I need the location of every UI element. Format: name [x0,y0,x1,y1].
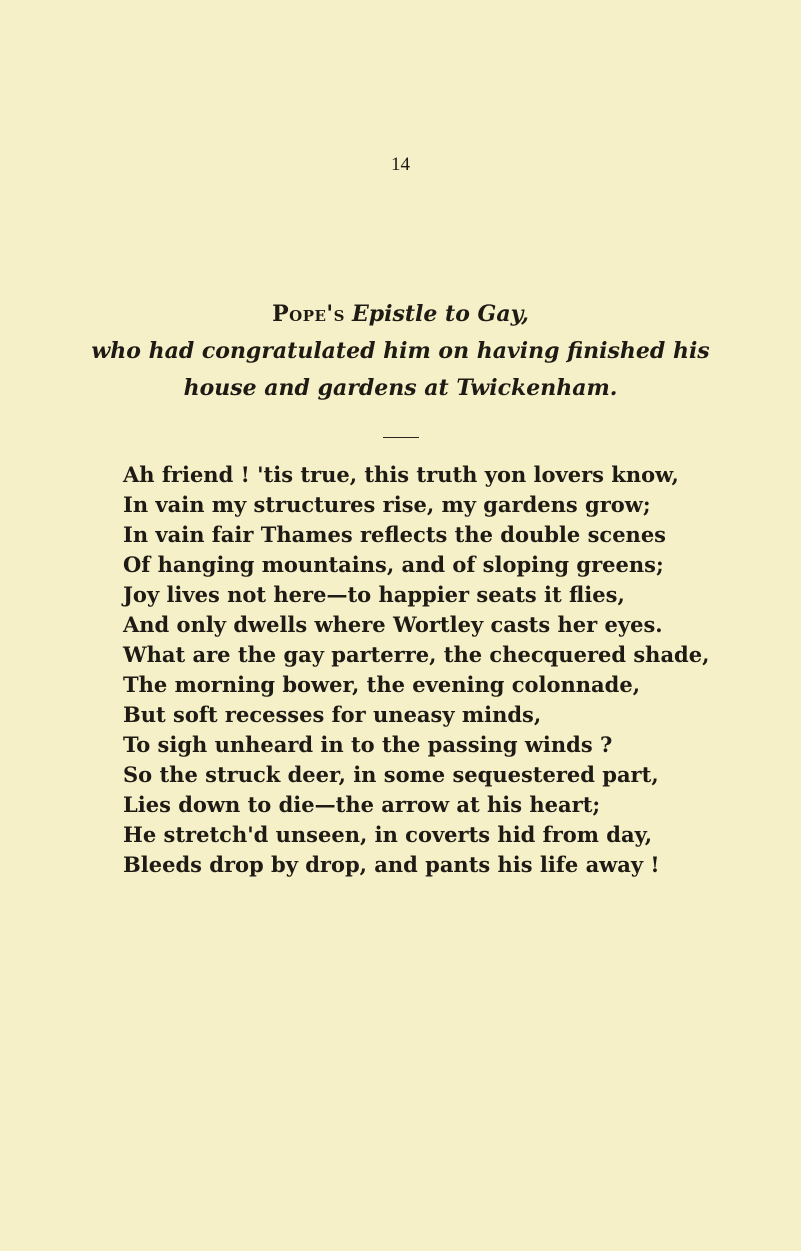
poem-heading [0,296,801,407]
heading-title-line [0,296,801,333]
subtitle-line-2: house and gardens at Twickenham. [183,375,618,401]
poem-body [123,460,710,880]
poem-line: But soft recesses for uneasy minds, [123,702,542,727]
poem-line: So the struck deer, in some sequestered part, [123,762,659,787]
author-name: Pope's [272,301,345,327]
poem-line: Bleeds drop by drop, and pants his life away ! [123,852,660,877]
poem-line: Ah friend ! 'tis true, this truth yon lovers know, [123,462,679,487]
poem-line: Of hanging mountains, and of sloping greens; [123,552,664,577]
poem-title: Epistle to Gay, [351,301,529,327]
poem-line: Lies down to die—the arrow at his heart; [123,792,601,817]
poem-line: Joy lives not here—to happier seats it flies, [123,582,625,607]
poem-line: The morning bower, the evening colonnade, [123,672,641,697]
poem-line: And only dwells where Wortley casts her eyes. [123,612,663,637]
subtitle-line-1: who had congratulated him on having finished his [91,338,710,364]
poem-line: He stretch'd unseen, in coverts hid from day, [123,822,653,847]
poem-line: What are the gay parterre, the checquered shade, [123,642,710,667]
poem-line: In vain fair Thames reflects the double scenes [123,522,667,547]
page-number: 14 [391,154,410,175]
divider-rule [383,437,419,438]
poem-line: To sigh unheard in to the passing winds ? [123,732,613,757]
poem-line: In vain my structures rise, my gardens grow; [123,492,651,517]
